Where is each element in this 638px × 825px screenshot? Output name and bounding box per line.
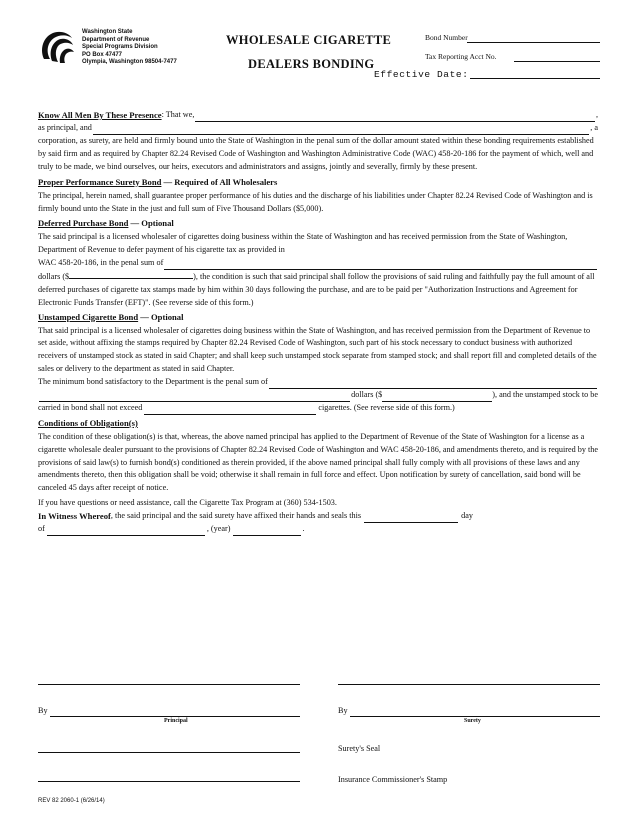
principal-extra-line[interactable] [38, 752, 300, 753]
agency-name: Washington State [82, 29, 133, 35]
deferred-dollars-field[interactable] [69, 270, 193, 279]
principal-signature-field[interactable] [50, 716, 300, 717]
agency-division: Special Programs Division [82, 44, 158, 50]
witness-heading: In Witness Whereof [38, 511, 111, 522]
surety-name-signature-line[interactable] [338, 684, 600, 685]
agency-city: Olympia, Washington 98504-7477 [82, 59, 177, 65]
deferred-sum-words-field[interactable] [164, 261, 597, 270]
unstamped-text4: carried in bond shall not exceed [38, 402, 143, 412]
by-label-principal: By [38, 706, 48, 715]
bond-number-label: Bond Number [425, 33, 468, 42]
unstamped-dollars-line [38, 389, 598, 402]
intro-comma: , [595, 110, 598, 119]
unstamped-text1: That said principal is a licensed wholesaler of cigarettes doing business within the State of Washington, and has received permission from the Department of Revenue to set aside, without affixing the stamps required by Chapter 82.24 Revised Code of Washington, such part of his stock necessary to conduct business with authorized receivers of unstamped stock as stated in said Chapter; and shall keep such unstamped stock separate from stamped stock; and shall report fill and completed details of the sales or delivery to the department as stated in said Chapter. [38, 325, 597, 374]
principal-caption: Principal [164, 718, 188, 724]
witness-month-field[interactable] [47, 527, 205, 536]
form-title-line2: DEALERS BONDING [248, 57, 375, 71]
principal-name-signature-line[interactable] [38, 684, 300, 685]
intro-text: corporation, as surety, are held and firmly bound unto the State of Washington in the penal sum of the dollar amount stated within these bonding requirements established by said firm and as required by Chapter 82.24 Revised Code of Washington and Washington Administrative Code (WAC) 458-20-186 for the payment of which, well and truly to be made, we bind ourselves, our heirs, executors and administrators and assigns, jointly and severally, firmly by these present. [38, 135, 594, 171]
questions-text: If you have questions or need assistance, call the Cigarette Tax Program at (360) 534-1503. [38, 498, 337, 508]
intro-heading: Know All Men By These Presence [38, 110, 162, 120]
witness-day-field[interactable] [364, 514, 458, 523]
deferred-sum-line [38, 257, 598, 270]
conditions-text: The condition of these obligation(s) is that, whereas, the above named principal has applied to the Department of Revenue of the State of Washington for a license as a cigarette wholesale dealer pursuant to the provisions of Chapter 82.24 Revised Code of Washington and WAC 458-20-186, and amendments thereto, and is required by the provisions of said law(s) to furnish bond(s) conditioned as therein provided, if the above named principal shall fully comply with all provisions of these laws and any amendments thereto, then this obligation shall be void; otherwise it shall remain in full force and effect. Upon notification by surety of cancellation, said bond will be canceled 45 days after receipt of notice. [38, 431, 598, 493]
surety-line [38, 122, 598, 135]
as-principal-text: as principal, and [38, 122, 92, 132]
witness-period: . [302, 524, 305, 534]
intro-comma-a: , a [590, 122, 598, 132]
agency-po-box: PO Box 47477 [82, 51, 123, 58]
witness-year-label: , (year) [206, 524, 231, 534]
unstamped-text3: ), and the unstamped stock to be [492, 390, 598, 400]
agency-department: Department of Revenue [82, 36, 150, 43]
principal-name-field[interactable] [195, 113, 595, 122]
surety-signature-field[interactable] [350, 716, 600, 717]
deferred-text3-para: dollars ($ ), the condition is such that said principal shall follow the provisions of said ruling and faithfully pay the full amount of all deferred purchases of cigarette tax stamps made by him within 30 days following the purchase, and are to be paid per "Authorization Instructions and Agreement for Electronic Funds Transfer (EFT)". (See reverse side of this form.) [38, 271, 595, 307]
unstamped-limit-line [38, 402, 598, 415]
unstamped-dollars-field[interactable] [382, 393, 492, 402]
cigarette-count-field[interactable] [144, 406, 316, 415]
unstamped-text5: cigarettes. (See reverse side of this form.) [318, 402, 455, 412]
unstamped-sum-continued-field[interactable] [39, 393, 350, 402]
witness-text1: , the said principal and the said surety have affixed their hands and seals this [110, 511, 362, 521]
by-label-surety: By [338, 706, 348, 715]
unstamped-heading: Unstamped Cigarette Bond — Optional [38, 311, 184, 322]
effective-date-field[interactable] [470, 78, 600, 79]
witness-of: of [38, 524, 45, 534]
surety-caption: Surety [464, 718, 481, 724]
insurance-stamp-label: Insurance Commissioner's Stamp [338, 775, 448, 784]
unstamped-sum-words-field[interactable] [269, 380, 597, 389]
bond-number-field[interactable] [467, 42, 600, 43]
form-body [38, 109, 598, 536]
unstamped-dollars-open: dollars ($ [351, 390, 383, 400]
witness-year-field[interactable] [233, 527, 301, 536]
witness-line [38, 510, 598, 523]
deferred-text2: WAC 458-20-186, in the penal sum of [38, 257, 164, 267]
deferred-heading: Deferred Purchase Bond — Optional [38, 218, 174, 229]
unstamped-text2: The minimum bond satisfactory to the Department is the penal sum of [38, 377, 268, 387]
intro-line [38, 109, 598, 122]
dor-logo-icon [38, 29, 76, 65]
proper-heading: Proper Performance Surety Bond — Required of All Wholesalers [38, 176, 278, 187]
proper-text: The principal, herein named, shall guarantee proper performance of his duties and the discharge of his liabilities under Chapter 82.24 Revised Code of Washington and is firmly bound unto the State in the just and full sum of Five Thousand Dollars ($5,000). [38, 191, 593, 214]
suretys-seal-label: Surety's Seal [338, 744, 381, 753]
unstamped-sum-line [38, 376, 598, 389]
witness-day: day [461, 511, 473, 521]
principal-extra-line-2[interactable] [38, 781, 300, 782]
deferred-text1: The said principal is a licensed wholesaler of cigarettes doing business within the State of Washington and has received permission from the State of Washington, Department of Revenue to defer payment of his cigarette tax as provided in [38, 232, 568, 255]
intro-lead: : That we, [161, 110, 195, 119]
effective-date-label: Effective Date: [374, 69, 469, 80]
tax-account-field[interactable] [514, 61, 600, 62]
form-number: REV 82 2060-1 (6/26/14) [38, 798, 105, 804]
tax-account-label: Tax Reporting Acct No. [425, 52, 497, 61]
witness-date-line [38, 523, 598, 536]
form-title-line1: WHOLESALE CIGARETTE [226, 33, 392, 47]
conditions-heading: Conditions of Obligation(s) [38, 417, 138, 428]
surety-name-field[interactable] [93, 126, 589, 135]
